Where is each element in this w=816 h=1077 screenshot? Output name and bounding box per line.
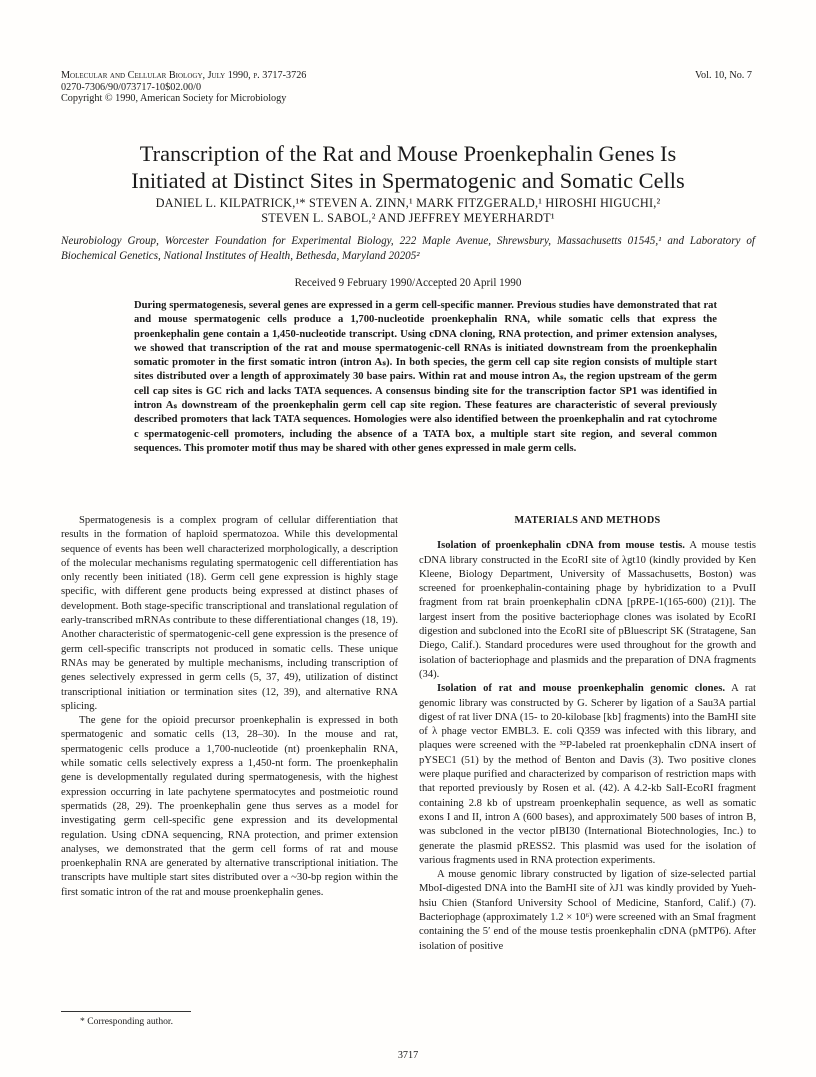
methods-text-1: A mouse testis cDNA library constructed in the EcoRI site of λgt10 (kindly provided by Ken Kleene, Biology Department, University of Massachusetts, Boston) was screened for proenkephalin-containing phage by hybridization to a PvuII fragment from rat brain proenkephalin cDNA [pRPE-1(165-600) (21)]. The largest insert from the positive bacteriophage clones was isolated by EcoRI digestion and subcloned into the EcoRI site of pBluescript SK (Stratagene, San Diego, Calif.). Standard procedures were used throughout for the growth and isolation of bacteriophage and plasmids and the preparation of DNA fragments (34). xyxy=(419,540,756,680)
left-column xyxy=(61,514,398,900)
run-in-heading-1: Isolation of proenkephalin cDNA from mouse testis. xyxy=(437,540,685,552)
methods-paragraph-1 xyxy=(419,539,756,682)
title-line-2: Initiated at Distinct Sites in Spermatogenic and Somatic Cells xyxy=(131,168,685,193)
section-heading: MATERIALS AND METHODS xyxy=(514,515,661,526)
methods-text-3: A mouse genomic library constructed by ligation of size-selected partial MboI-digested DNA into the BamHI site of λJ1 was kindly provided by Yueh-hsiu Chien (Stanford University School of Medicine, Stanford, Calif.) (7). Bacteriophage (approximately 1.2 × 10⁶) were screened with an SmaI fragment containing the 5′ end of the mouse testis proenkephalin cDNA (pMTP6). After isolation of positive xyxy=(419,869,756,952)
article-code: 0270-7306/90/073717-10$02.00/0 xyxy=(61,81,202,93)
methods-paragraph-2 xyxy=(419,682,756,868)
author-line-1: DANIEL L. KILPATRICK,¹* STEVEN A. ZINN,¹ MARK FITZGERALD,¹ HIROSHI HIGUCHI,² xyxy=(155,196,661,210)
author-list xyxy=(40,196,776,227)
run-in-heading-2: Isolation of rat and mouse proenkephalin genomic clones. xyxy=(437,683,726,695)
footnote-rule xyxy=(61,1011,191,1012)
copyright-line: Copyright © 1990, American Society for Microbiology xyxy=(61,93,287,104)
methods-text-2: A rat genomic library was constructed by G. Scherer by ligation of a Sau3A partial digest of rat liver DNA (15- to 20-kilobase [kb] fragments) into the BamHI site of λ phage vector EMBL3. E. coli Q359 was infected with this library, and plaques were screened with the ³²P-labeled rat proenkephalin cDNA insert of pYSEC1 (51) by the method of Benton and Davis (3). Two positive clones were plaque purified and characterized by comparison of restriction maps with that reported previously by Rosen et al. (42). A 4.2-kb SalI-EcoRI fragment containing 2.8 kb of upstream proenkephalin sequence, as well as somatic exons I and II, intron A (600 bases), and approximately 500 bases of intron B, was subcloned in the vector pIBI30 (International Biotechnologies, Inc.) to generate the plasmid pRESS2. This plasmid was used for the isolation of various fragments used in RNA protection experiments. xyxy=(419,683,756,866)
article-title xyxy=(40,140,776,194)
intro-paragraph-1: Spermatogenesis is a complex program of cellular differentiation that results in the formation of haploid spermatozoa. While this developmental sequence of events has been well characterized morphologically, a description of the molecular mechanisms regulating spermatogenic cell differentiation has only recently been initiated (18). Germ cell gene expression is highly stage specific, with different gene products being expressed at distinct phases of development. Both stage-specific transcriptional and translational regulation of early-transcribed mRNAs contribute to these differentiational changes (18, 19). Another characteristic of spermatogenic-cell gene expression is the presence of germ cell-specific transcripts not produced in somatic cells. These unique RNAs may be generated by multiple mechanisms, including transcription of genes selectively expressed in germ cells (5, 37, 49), utilization of distinct transcriptional initiation or termination sites (12, 39), and alternative RNA splicing. xyxy=(61,515,398,712)
journal-header xyxy=(61,70,306,105)
methods-paragraph-3 xyxy=(419,868,756,954)
abstract: During spermatogenesis, several genes are expressed in a germ cell-specific manner. Previous studies have demonstrated that rat and mouse spermatogenic cells produce a 1,700-nucleotide proenkephalin RNA, while somatic cells that express the proenkephalin gene contain a 1,450-nucleotide transcript. Using cDNA cloning, RNA protection, and primer extension analyses, we showed that transcription of the rat and mouse spermatogenic-cell RNAs is initiated downstream from the proenkephalin somatic promoter in the first somatic intron (intron Aₛ). In both species, the germ cell cap site region consists of multiple start sites distributed over a length of approximately 30 base pairs. Within rat and mouse intron Aₛ, the region upstream of the germ cell cap sites is GC rich and lacks TATA sequences. A consensus binding site for the transcription factor SP1 was identified in intron Aₛ downstream of the proenkephalin germ cell cap site region. These features are characteristic of several previously described promoters that lack TATA sequences. Homologies were also identified between the proenkephalin and rat cytochrome c spermatogenic-cell promoters, including the absence of a TATA box, a multiple start site region, and several common sequences. This promoter motif thus may be shared with other genes expressed in male germ cells. xyxy=(134,300,717,454)
received-date: Received 9 February 1990/Accepted 20 April 1990 xyxy=(294,277,522,289)
affiliation: Neurobiology Group, Worcester Foundation for Experimental Biology, 222 Maple Avenue, Shrewsbury, Massachusetts 01545,¹ and Laboratory of Biochemical Genetics, National Institutes of Health, Bethesda, Maryland 20205² xyxy=(61,235,755,262)
journal-citation: Molecular and Cellular Biology, July 1990, p. 3717-3726 xyxy=(61,70,307,81)
intro-paragraph-2: The gene for the opioid precursor proenkephalin is expressed in both spermatogenic and somatic cells (13, 28–30). In the mouse and rat, spermatogenic cells produce a 1,700-nucleotide (nt) proenkephalin RNA, while somatic cells selectively express a 1,450-nt form. The proenkephalin gene is developmentally regulated during spermatogenesis, with the highest expression occurring in late pachytene spermatocytes and postmeiotic round spermatids (28, 29). The proenkephalin gene thus serves as a model for investigating germ cell-specific gene expression and its developmental regulation. Using cDNA sequencing, RNA protection, and primer extension analyses, we demonstrated that the germ cell forms of rat and mouse proenkephalin RNA are generated by alternative transcriptional initiation. The transcripts have multiple start sites distributed over a ~30-bp region within the first somatic intron of the rat and mouse proenkephalin genes. xyxy=(61,715,398,898)
volume-issue: Vol. 10, No. 7 xyxy=(695,70,752,81)
title-line-1: Transcription of the Rat and Mouse Proenkephalin Genes Is xyxy=(139,141,677,166)
page-number: 3717 xyxy=(397,1050,419,1061)
right-column xyxy=(419,514,756,954)
footnote: * Corresponding author. xyxy=(80,1016,173,1027)
author-line-2: STEVEN L. SABOL,² AND JEFFREY MEYERHARDT¹ xyxy=(261,211,555,226)
